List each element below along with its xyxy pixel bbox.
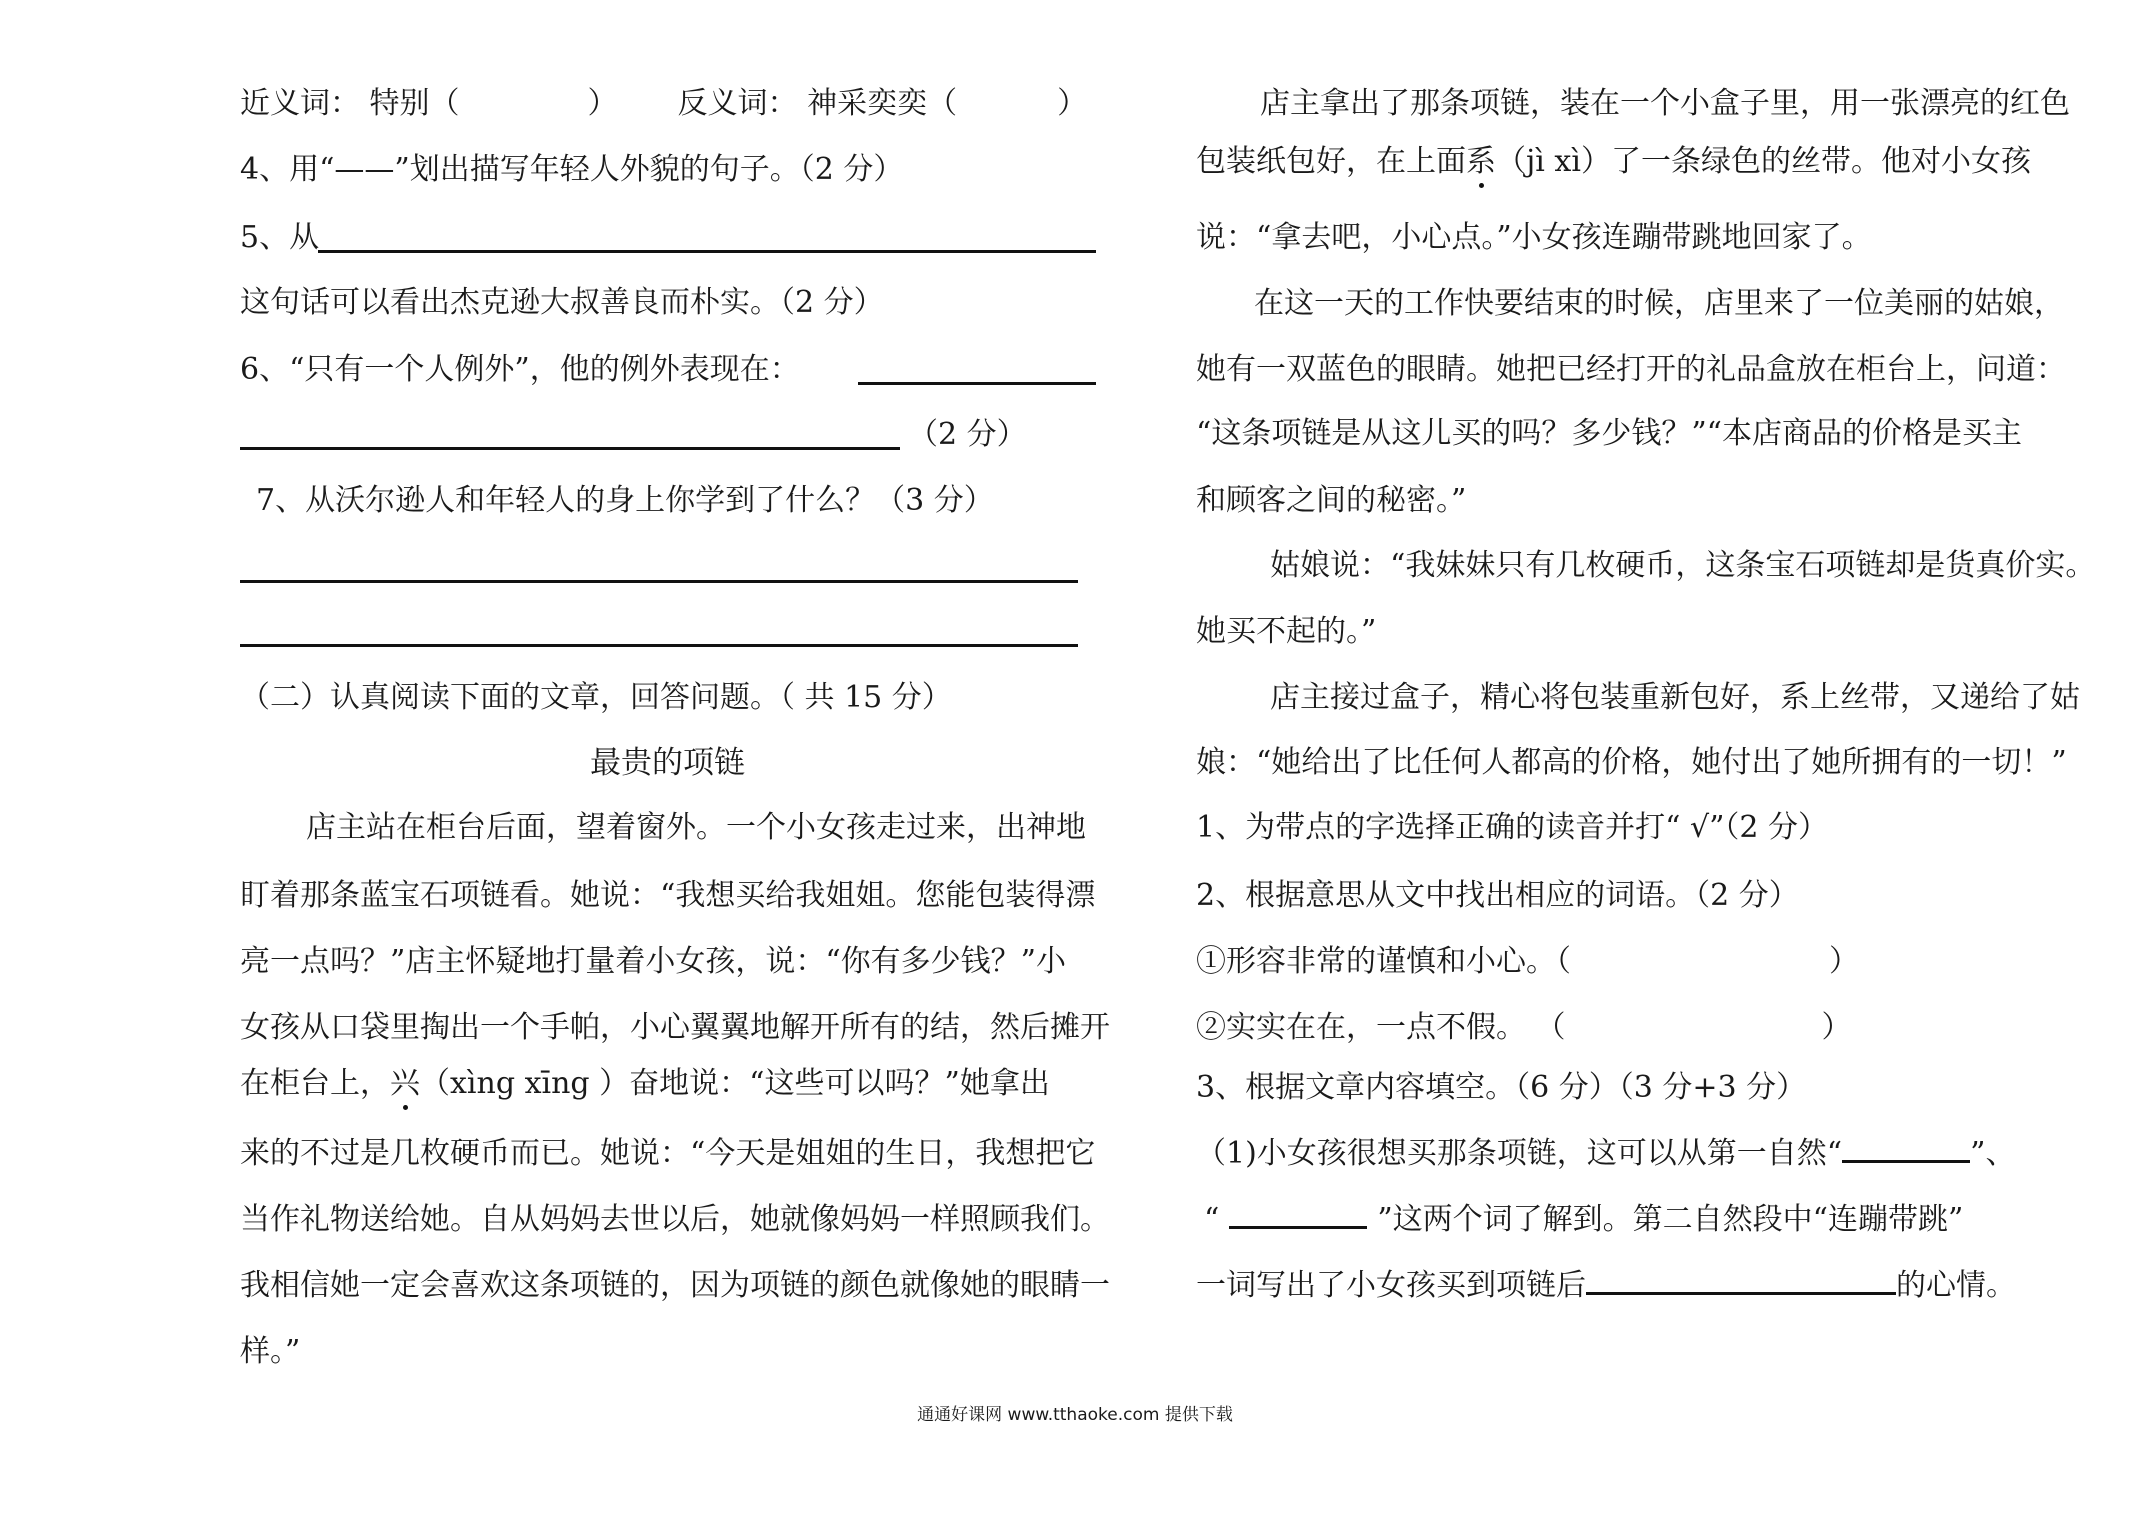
paragraph-line: 她有一双蓝色的眼睛。她把已经打开的礼品盒放在柜台上，问道： bbox=[1196, 352, 2066, 387]
answer-line[interactable] bbox=[240, 580, 1078, 583]
question-2b: ②实实在在，一点不假。 （ ） bbox=[1196, 1010, 1852, 1045]
paragraph-line: “这条项链是从这儿买的吗？多少钱？”“本店商品的价格是买主 bbox=[1196, 416, 2023, 451]
question-7: 7、从沃尔逊人和年轻人的身上你学到了什么？（3 分） bbox=[256, 483, 994, 518]
paragraph-line: 说：“拿去吧，小心点。”小女孩连蹦带跳地回家了。 bbox=[1196, 220, 1872, 255]
question-5: 5、从 bbox=[240, 220, 320, 255]
question-3: 3、根据文章内容填空。（6 分）（3 分+3 分） bbox=[1196, 1070, 1807, 1105]
paragraph-line-xi: 包装纸包好，在上面系（jì xì）了一条绿色的丝带。他对小女孩 bbox=[1196, 142, 2031, 182]
paragraph-line: 店主拿出了那条项链，装在一个小盒子里，用一张漂亮的红色 bbox=[1260, 86, 2070, 121]
paragraph-line: 和顾客之间的秘密。” bbox=[1196, 483, 1467, 518]
paragraph-line: 当作礼物送给她。自从妈妈去世以后，她就像妈妈一样照顾我们。 bbox=[240, 1202, 1110, 1237]
paragraph-line: 来的不过是几枚硬币而已。她说：“今天是姐姐的生日，我想把它 bbox=[240, 1136, 1096, 1171]
paragraph-line: 在这一天的工作快要结束的时候，店里来了一位美丽的姑娘， bbox=[1254, 286, 2064, 321]
question-2a: ①形容非常的谨慎和小心。（ ） bbox=[1196, 944, 1859, 979]
paragraph-line: 样。” bbox=[240, 1334, 301, 1369]
paragraph-line-xing: 在柜台上，兴（xìng xīng ）奋地说：“这些可以吗？”她拿出 bbox=[240, 1064, 1050, 1104]
question-1: 1、为带点的字选择正确的读音并打“ √”（2 分） bbox=[1196, 810, 1829, 845]
answer-line[interactable] bbox=[318, 250, 1096, 253]
answer-blank[interactable] bbox=[1842, 1136, 1970, 1163]
question-2: 2、根据意思从文中找出相应的词语。（2 分） bbox=[1196, 878, 1799, 913]
dotted-char: 兴 bbox=[390, 1064, 420, 1104]
answer-blank[interactable] bbox=[1586, 1268, 1896, 1295]
answer-line[interactable] bbox=[240, 644, 1078, 647]
paragraph-line: 娘：“她给出了比任何人都高的价格，她付出了她所拥有的一切！” bbox=[1196, 745, 2067, 780]
section-2-heading: （二）认真阅读下面的文章，回答问题。（ 共 15 分） bbox=[240, 680, 952, 715]
paragraph-line: 姑娘说：“我妹妹只有几枚硬币，这条宝石项链却是货真价实。 bbox=[1270, 548, 2096, 583]
paragraph-line: 我相信她一定会喜欢这条项链的，因为项链的颜色就像她的眼睛一 bbox=[240, 1268, 1110, 1303]
paragraph-line: 亮一点吗？”店主怀疑地打量着小女孩，说：“你有多少钱？”小 bbox=[240, 944, 1067, 979]
paragraph-line: 店主接过盒子，精心将包装重新包好，系上丝带，又递给了姑 bbox=[1270, 680, 2080, 715]
question-3-2: “ ”这两个词了解到。第二自然段中“连蹦带跳” bbox=[1204, 1202, 1964, 1237]
question-5-line-2: 这句话可以看出杰克逊大叔善良而朴实。（2 分） bbox=[240, 285, 884, 320]
question-6: 6、“只有一个人例外”，他的例外表现在： bbox=[240, 352, 800, 387]
answer-blank[interactable] bbox=[1229, 1202, 1367, 1229]
answer-line[interactable] bbox=[240, 447, 900, 450]
article-title: 最贵的项链 bbox=[590, 745, 745, 781]
paragraph-line: 盯着那条蓝宝石项链看。她说：“我想买给我姐姐。您能包装得漂 bbox=[240, 878, 1096, 913]
question-3-1: （1)小女孩很想买那条项链，这可以从第一自然“ ”、 bbox=[1196, 1136, 2016, 1171]
dotted-char: 系 bbox=[1466, 142, 1496, 182]
question-6-score: （2 分） bbox=[908, 417, 1027, 452]
synonym-antonym-line: 近义词： 特别（ ） 反义词： 神采奕奕（ ） bbox=[240, 86, 1088, 121]
answer-line[interactable] bbox=[858, 382, 1096, 385]
paragraph-line: 店主站在柜台后面，望着窗外。一个小女孩走过来，出神地 bbox=[306, 810, 1086, 845]
footer: 通通好课网 www.tthaoke.com 提供下载 bbox=[917, 1405, 1233, 1425]
paragraph-line: 她买不起的。” bbox=[1196, 614, 1377, 649]
question-3-3: 一词写出了小女孩买到项链后 的心情。 bbox=[1196, 1268, 2016, 1303]
question-4: 4、用“——”划出描写年轻人外貌的句子。（2 分） bbox=[240, 152, 904, 187]
paragraph-line: 女孩从口袋里掏出一个手帕，小心翼翼地解开所有的结，然后摊开 bbox=[240, 1010, 1110, 1045]
